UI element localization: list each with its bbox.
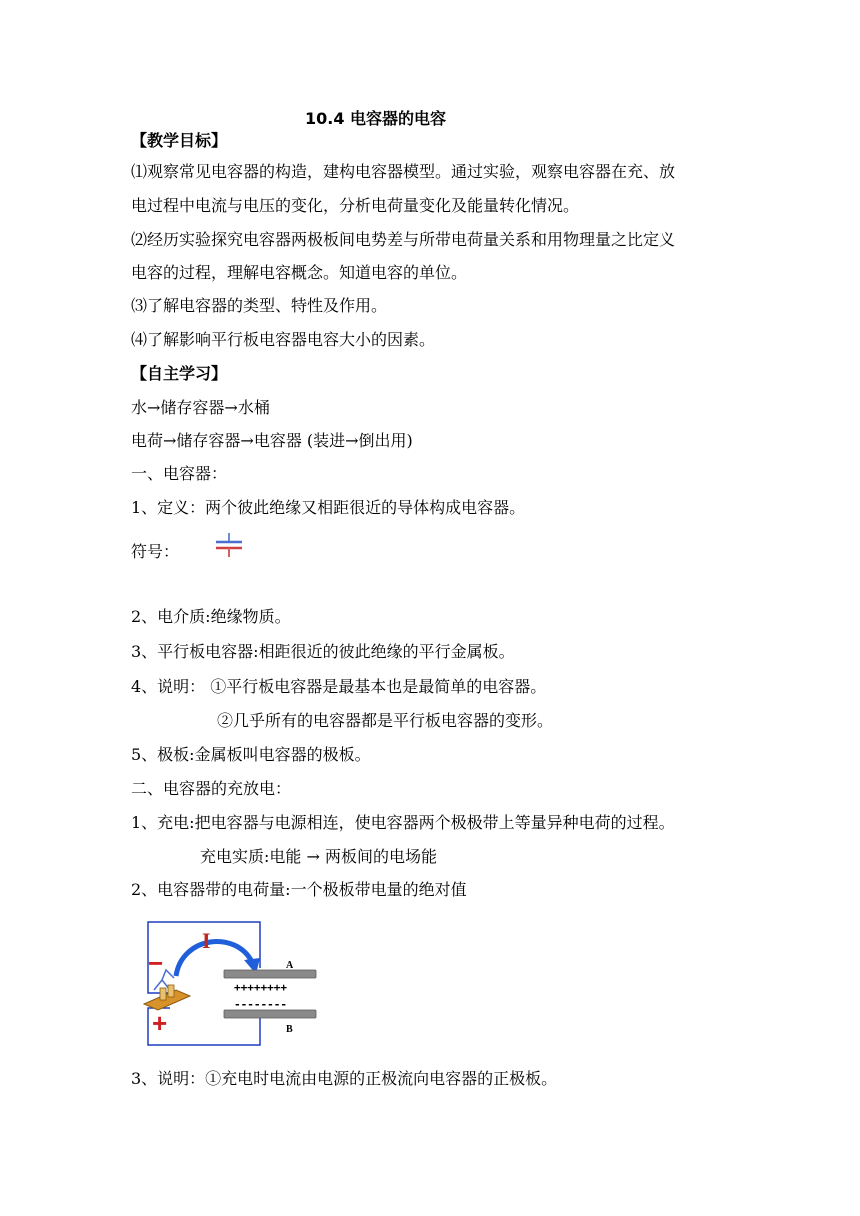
goal-line: 电过程中电流与电压的变化，分析电荷量变化及能量转化情况。: [131, 196, 580, 215]
plate-a-label: A: [286, 960, 294, 971]
goal-line: 电容的过程，理解电容概念。知道电容的单位。: [131, 263, 468, 282]
charging-circuit-figure: [140, 918, 330, 1050]
goal-line: ⑵经历实验探究电容器两极板间电势差与所带电荷量关系和用物理量之比定义: [131, 230, 676, 249]
section-heading-self-study: 【自主学习】: [131, 364, 228, 383]
text-line: 3、平行板电容器:相距很近的彼此绝缘的平行金属板。: [131, 642, 515, 661]
capacitor-symbol-icon: [214, 532, 244, 558]
plate-a: [224, 970, 316, 978]
section-heading-goals: 【教学目标】: [131, 131, 228, 150]
text-line: 3、说明：①充电时电流由电源的正极流向电容器的正极板。: [131, 1069, 558, 1088]
text-line: 充电实质:电能 → 两板间的电场能: [200, 847, 437, 866]
plate-b: [224, 1010, 316, 1018]
minus-charges: --------: [234, 998, 287, 1011]
symbol-label: 符号：: [131, 542, 180, 561]
battery-cell: [168, 985, 174, 997]
text-line: 二、电容器的充放电：: [131, 779, 292, 798]
battery-cell: [160, 988, 166, 1000]
text-line: 1、定义：两个彼此绝缘又相距很近的导体构成电容器。: [131, 498, 526, 517]
text-line: 1、充电:把电容器与电源相连，使电容器两个极极带上等量异种电荷的过程。: [131, 813, 675, 832]
text-line: 电荷→储存容器→电容器 (装进→倒出用): [131, 431, 413, 450]
current-label: I: [202, 928, 211, 953]
plate-b-label: B: [286, 1024, 293, 1035]
goal-line: ⑷了解影响平行板电容器电容大小的因素。: [131, 330, 436, 349]
goal-line: ⑶了解电容器的类型、特性及作用。: [131, 296, 388, 315]
text-line: 2、电介质:绝缘物质。: [131, 607, 291, 626]
text-line: 一、电容器：: [131, 464, 228, 483]
minus-sign: −: [148, 948, 164, 978]
plus-sign: +: [152, 1008, 168, 1038]
text-line: ②几乎所有的电容器都是平行板电容器的变形。: [217, 711, 554, 730]
page-title: 10.4 电容器的电容: [305, 109, 447, 128]
goal-line: ⑴观察常见电容器的构造，建构电容器模型。通过实验，观察电容器在充、放: [131, 162, 676, 181]
text-line: 水→储存容器→水桶: [131, 398, 270, 417]
text-line: 2、电容器带的电荷量:一个极板带电量的绝对值: [131, 880, 467, 899]
plus-charges: ++++++++: [234, 981, 287, 994]
text-line: 5、极板:金属板叫电容器的极板。: [131, 745, 371, 764]
text-line: 4、说明： ①平行板电容器是最基本也是最简单的电容器。: [131, 677, 547, 696]
